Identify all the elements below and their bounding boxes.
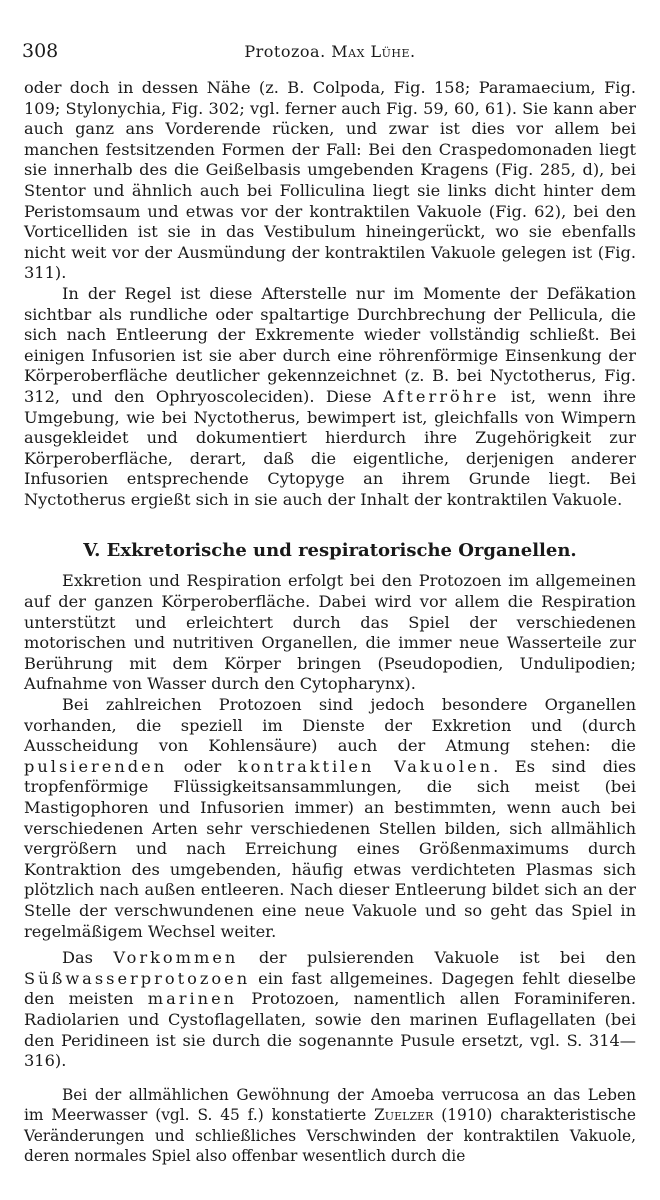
page-header — [22, 40, 638, 66]
paragraph-text: Protozoen, namentlich allen Foraminiferen. Radiolarien und Cystoflagellaten, sowie den marinen Euflagellaten (bei den Peridineen ist sie durch die sogenannte Pusule ersetzt, vgl. S. 314—316). — [24, 989, 636, 1071]
running-title — [22, 42, 638, 61]
emphasis-kontraktilen-vakuolen: kontraktilen Vakuolen — [237, 756, 494, 776]
paragraph-text: (1910) charakteristische Veränderungen und schließliches Verschwinden der kontraktilen Vakuole, deren normales Spiel also offenbar wesentlich durch die — [24, 1106, 636, 1165]
paragraph-exkretion: Exkretion und Respiration erfolgt bei den Protozoen im allgemeinen auf der ganzen Körperoberfläche. Dabei wird vor allem die Respiration unterstützt und erleichtert durch das Spiel der verschiedenen motorischen und nutritiven Organellen, die immer neue Wasserteile zur Berührung mit dem Körper bringen (Pseudopodien, Undulipodien; Aufnahme von Wasser durch den Cytopharynx). — [24, 571, 636, 694]
paragraph-text: der pulsierenden Vakuole ist bei den — [238, 948, 636, 968]
running-title-subject: Protozoa. — [244, 42, 326, 61]
emphasis-suesswasserprotozoen: Süßwasserprotozoen — [24, 968, 251, 988]
paragraph-text: Bei der allmählichen Gewöhnung der Amoeba verrucosa an das Leben im Meerwasser (vgl. S. 45 f.) konstatierte — [24, 1085, 636, 1125]
paragraph-small-print — [24, 1085, 636, 1167]
paragraph-organellen — [24, 695, 636, 942]
paragraph-text: In der Regel ist diese Afterstelle nur im Momente der Defäkation sichtbar als rundliche oder spaltartige Durchbrechung der Pellicula, die sich nach Entleerung der Exkremente wieder vollständig schließt. Bei einigen Infusorien ist sie aber durch eine röhrenförmige Einsenkung der Körperoberfläche deutlicher gekennzeichnet (z. B. bei Nyctotherus, Fig. 312, und den Ophryoscoleciden). Diese — [24, 283, 636, 406]
paragraph-text: Bei zahlreichen Protozoen sind jedoch besondere Organellen vorhanden, die speziell im Dienste der Exkretion und (durch Ausscheidung von Kohlensäure) auch der Atmung stehen: die — [24, 695, 636, 756]
paragraph-continued: oder doch in dessen Nähe (z. B. Colpoda, Fig. 158; Paramaecium, Fig. 109; Stylonychia, Fig. 302; vgl. ferner auch Fig. 59, 60, 61). Sie kann aber auch ganz ans Vorderende rücken, und zwar ist dies vor allem bei manchen festsitzenden Formen der Fall: Bei den Craspedomonaden liegt sie innerhalb des die Geißelbasis umgebenden Kragens (Fig. 285, d), bei Stentor und ähnlich auch bei Folliculina liegt sie links dicht hinter dem Peristomsaum und etwas vor der kontraktilen Vakuole (Fig. 62), bei den Vorticelliden ist sie in das Vestibulum hineingerückt, wo sie ebenfalls nicht weit vor der Ausmündung der kontraktilen Vakuole gelegen ist (Fig. 311). — [24, 78, 636, 283]
page-number: 308 — [22, 40, 59, 62]
emphasis-marinen: marinen — [147, 989, 238, 1009]
author-name-zuelzer: Zuelzer — [374, 1106, 434, 1125]
emphasis-vorkommen: Vorkommen — [113, 948, 239, 968]
paragraph-text: . Es sind dies tropfenförmige Flüssigkeitsansammlungen, die sich meist (bei Mastigophoren und Infusorien immer) an bestimmten, wenn auch bei verschiedenen Arten sehr verschiedenen Stellen bilden, sich allmählich vergrößern und nach Erreichung eines Größenmaximums durch Kontraktion des umgebenden, häufig etwas verdichteten Plasmas sich plötzlich nach außen entleeren. Nach dieser Entleerung bildet sich an der Stelle der verschwundenen eine neue Vakuole und so geht das Spiel in regelmäßigem Wechsel weiter. — [24, 756, 637, 941]
paragraph-text: ist, wenn ihre Umgebung, wie bei Nyctotherus, bewimpert ist, gleichfalls von Wimpern ausgekleidet und dokumentiert hierdurch ihre Zugehörigkeit zur Körperoberfläche, derart, daß die eigentliche, derjenigen anderer Infusorien entsprechende Cytopyge an ihrem Grunde liegt. Bei Nyctotherus ergießt sich in sie auch der Inhalt der kontraktilen Vakuole. — [24, 386, 637, 509]
paragraph-text: ein fast allgemeines. Dagegen fehlt dieselbe den meisten — [24, 968, 636, 1009]
paragraph-text: oder — [167, 756, 238, 776]
page-body — [24, 78, 636, 1166]
section-heading: V. Exkretorische und respiratorische Organellen. — [83, 540, 577, 562]
emphasis-afterroehre: Afterröhre — [382, 386, 500, 406]
running-title-author: Max Lühe. — [331, 42, 416, 61]
paragraph-afterstelle — [24, 284, 636, 511]
paragraph-text: Das — [62, 948, 114, 968]
emphasis-pulsierenden: pulsierenden — [24, 756, 168, 776]
paragraph-vorkommen — [24, 948, 636, 1072]
